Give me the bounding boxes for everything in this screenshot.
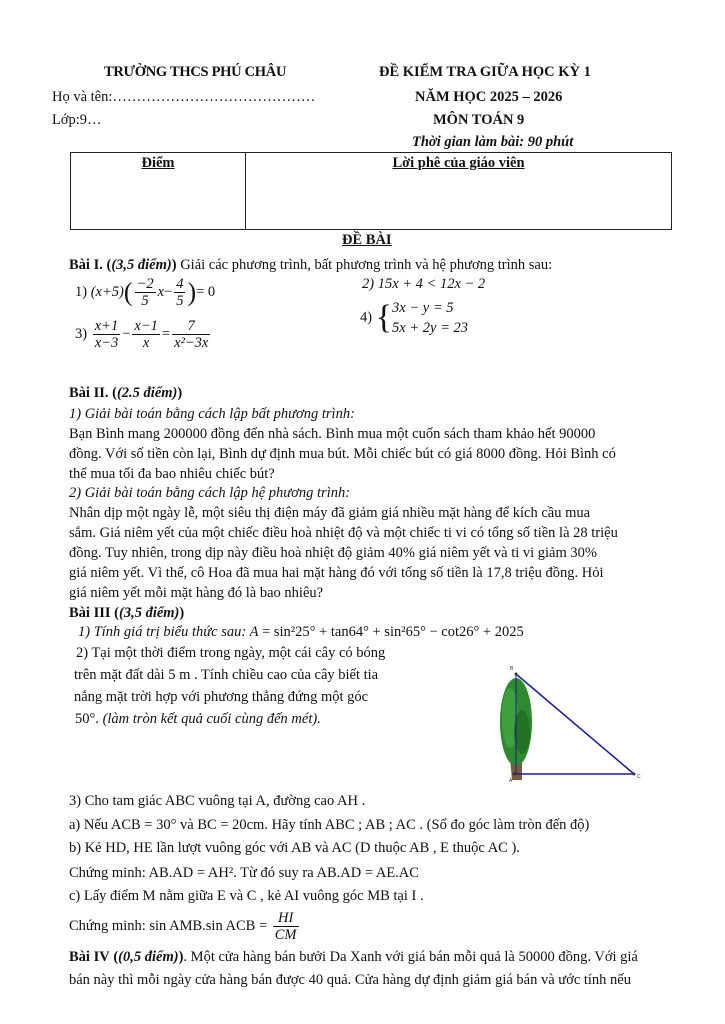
label-a: A	[509, 778, 513, 784]
rounding-note: (làm tròn kết quả cuối cùng đến mét).	[102, 711, 321, 727]
subject: MÔN TOÁN 9	[433, 112, 525, 128]
bai3-qb-prove: Chứng minh: AB.AD = AH². Từ đó suy ra AB.AD = AE.AC	[69, 865, 419, 881]
bai3-q3-intro: 3) Cho tam giác ABC vuông tại A, đường cao AH .	[69, 793, 366, 809]
bai3-q2-l4	[75, 711, 321, 728]
grade-table	[70, 152, 672, 230]
eq2: 2) 15x + 4 < 12x − 2	[362, 276, 486, 292]
system-eq-1: 3x − y = 5	[392, 300, 454, 316]
bai2-p1-text-3: thể mua tối đa bao nhiêu chiếc bút?	[69, 466, 275, 482]
label-c: C	[637, 774, 641, 780]
bai3-qc-prove: Chứng minh: sin AMB.sin ACB = $\frac{HI}{CM}$	[69, 910, 297, 943]
exam-time: Thời gian làm bài: 90 phút	[412, 134, 574, 150]
eq4-system: 4) {3x − y = 5 5x + 2y = 23	[360, 299, 468, 336]
qc-prove-text: Chứng minh: sin AMB.sin ACB =	[69, 917, 271, 934]
bai1-heading: Bài I. ((3,5 điểm)) Giải các phương trình, bất phương trình và hệ phương trình sau:	[69, 257, 553, 273]
bai2-title: Bài II.	[69, 385, 109, 401]
tree-shadow-figure	[500, 660, 650, 790]
bai4-points: (0,5 điểm)	[118, 949, 179, 965]
angle-value: 50°.	[75, 711, 103, 727]
bai1-instruction: Giải các phương trình, bất phương trình và hệ phương trình sau:	[176, 257, 553, 273]
bai2-p2-text-1: Nhân dịp một ngày lễ, một siêu thị điện máy đã giảm giá nhiều mặt hàng để kích cầu mua	[69, 505, 591, 521]
school-name: TRƯỜNG THCS PHÚ CHÂU	[104, 64, 287, 80]
bai2-p1-text-2: đồng. Với số tiền còn lại, Bình dự định mua bút. Mỗi chiếc bút có giá 8000 đồng. Hỏi Bình có	[69, 446, 616, 462]
bai4-line-1: Bài IV ((0,5 điểm)). Một cửa hàng bán bưởi Da Xanh với giá bán mỗi quả là 50000 đồng. Với giá	[69, 949, 638, 965]
bai2-p1-title: 1) Giải bài toán bằng cách lập bất phương trình:	[69, 406, 355, 422]
bai2-p2-text-5: giá niêm yết mỗi mặt hàng đó là bao nhiêu?	[69, 585, 324, 601]
bai4-title: Bài IV	[69, 949, 110, 965]
bai2-p2-text-4: giá niêm yết. Vì thế, cô Hoa đã mua hai mặt hàng đó với tổng số tiền là 17,8 triệu đồng. Hỏi	[69, 565, 604, 581]
bai1-title: Bài I.	[69, 257, 103, 273]
bai3-q1-prefix: 1) Tính giá trị biểu thức sau:	[78, 624, 250, 640]
bai3-points: (3,5 điểm)	[118, 605, 180, 621]
label-b: B	[510, 666, 514, 672]
exam-title: ĐỀ KIỂM TRA GIỮA HỌC KỲ 1	[379, 64, 591, 80]
bai3-qc: c) Lấy điểm M nằm giữa E và C , kẻ AI vuông góc MB tại I .	[69, 888, 424, 904]
bai2-p2-title: 2) Giải bài toán bằng cách lập hệ phương trình:	[69, 485, 351, 501]
bai4-text-1: . Một cửa hàng bán bưởi Da Xanh với giá bán mỗi quả là 50000 đồng. Với giá	[183, 949, 638, 965]
student-name-field: Họ và tên:……………………………………	[52, 89, 316, 105]
bai1-points: (3,5 điểm)	[111, 257, 172, 273]
bai3-q2-l1: 2) Tại một thời điểm trong ngày, một cái cây có bóng	[76, 645, 386, 661]
bai2-points: (2.5 điểm)	[116, 385, 178, 401]
class-field: Lớp:9…	[52, 112, 102, 128]
bai3-title: Bài III	[69, 605, 111, 621]
bai3-q2-l2: trên mặt đất dài 5 m . Tính chiều cao của cây biết tia	[74, 667, 379, 683]
bai2-p1-text-1: Bạn Bình mang 200000 đồng đến nhà sách. Bình mua một cuốn sách tham khảo hết 90000	[69, 426, 596, 442]
de-bai-heading: ĐỀ BÀI	[342, 232, 392, 248]
bai3-qa: a) Nếu ACB = 30° và BC = 20cm. Hãy tính ABC ; AB ; AC . (Số đo góc làm tròn đến độ)	[69, 817, 590, 833]
bai3-q1: 1) Tính giá trị biểu thức sau: A = sin²25° + tan64° + sin²65° − cot26° + 2025	[78, 624, 524, 640]
bai2-p2-text-3: đồng. Tuy nhiên, trong dịp này điều hoà nhiệt độ giảm 40% giá niêm yết và ti vi giảm 30%	[69, 545, 597, 561]
bai3-heading: Bài III ((3,5 điểm))	[69, 605, 185, 621]
bai3-qb: b) Kẻ HD, HE lần lượt vuông góc với AB và AC (D thuộc AB , E thuộc AC ).	[69, 840, 520, 856]
teacher-comment-header: Lời phê của giáo viên	[246, 153, 672, 230]
system-eq-2: 5x + 2y = 23	[392, 320, 468, 336]
eq1: 1) (x+5)( $\frac{-2}{5}$ x− $\frac{4}{5}$ )= 0	[75, 276, 216, 309]
bai3-q2-l3: nắng mặt trời hợp với phương thẳng đứng một góc	[74, 689, 369, 705]
bai4-text-2: bán này thì mỗi ngày cửa hàng bán được 40 quả. Cửa hàng dự định giảm giá bán và ước tính nếu	[69, 972, 631, 988]
eq3: 3) $\frac{x+1}{x-3}$ − $\frac{x-1}{x}$ = $\frac{7}{\text{x²−3x}}$	[75, 318, 209, 351]
school-year: NĂM HỌC 2025 – 2026	[415, 89, 563, 105]
score-header: Điểm	[71, 153, 246, 230]
bai2-p2-text-2: sắm. Giá niêm yết của một chiếc điều hoà nhiệt độ và một chiếc ti vi có tổng số tiền là 28 triệu	[69, 525, 618, 541]
bai2-heading: Bài II. ((2.5 điểm))	[69, 385, 183, 401]
